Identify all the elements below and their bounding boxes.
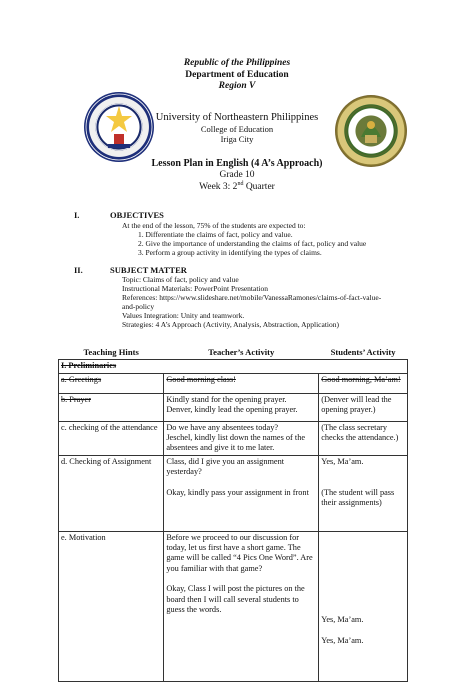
references-line: and-policy [122, 302, 155, 311]
table-header-row [59, 346, 408, 359]
objective-item: 3. Perform a group activity in identifying the types of claims. [138, 248, 322, 257]
students-cell: Good morning, Ma’am! [319, 373, 408, 393]
table-row [59, 393, 408, 421]
table-row [59, 455, 408, 531]
teacher-cell: Class, did I give you an assignment yesterday? Okay, kindly pass your assignment in front [164, 455, 319, 531]
hint-cell: d. Checking of Assignment [59, 455, 164, 531]
references-line: References: https://www.slideshare.net/mobile/VanessaRamones/claims-of-fact-value- [122, 293, 382, 302]
table-row [59, 373, 408, 393]
students-cell: (The class secretary checks the attendance.) [319, 421, 408, 455]
week-label: Week 3: 2nd Quarter [199, 181, 275, 193]
hint-cell: a. Greetings [59, 373, 164, 393]
column-header-teaching-hints: Teaching Hints [83, 347, 139, 358]
subject-line: Strategies: 4 A’s Approach (Activity, Analysis, Abstraction, Application) [122, 320, 339, 329]
college-name: College of Education [200, 124, 274, 134]
students-cell: (Denver will lead the opening prayer.) [319, 393, 408, 421]
subject-line: Instructional Materials: PowerPoint Presentation [122, 284, 269, 293]
republic-heading: Republic of the Philippines [183, 58, 291, 68]
table-row [59, 421, 408, 455]
students-cell: Yes, Ma’am. (The student will pass their assignments) [319, 455, 408, 531]
hint-cell: e. Motivation [59, 531, 164, 681]
university-name: University of Northeastern Philippines [155, 112, 319, 123]
region-heading: Region V [218, 81, 256, 91]
subject-line: Values Integration: Unity and teamwork. [122, 311, 245, 320]
table-row [59, 531, 408, 681]
students-cell: Yes, Ma’am. Yes, Ma’am. [319, 531, 408, 681]
column-header-students-activity: Students’ Activity [330, 347, 396, 358]
subject-line: Topic: Claims of fact, policy and value [122, 275, 239, 284]
objectives-intro: At the end of the lesson, 75% of the students are expected to: [122, 221, 306, 230]
preliminaries-label: I. Preliminaries [59, 359, 408, 373]
subject-matter-heading: SUBJECT MATTER [110, 265, 187, 275]
city-name: Iriga City [220, 134, 254, 144]
hint-cell: c. checking of the attendance [59, 421, 164, 455]
column-header-teachers-activity: Teacher’s Activity [208, 347, 275, 358]
subject-matter-number: II. [74, 265, 83, 275]
objectives-number: I. [74, 210, 80, 220]
teacher-cell: Before we proceed to our discussion for today, let us first have a short game. The game will be called “4 Pics One Word”. Are you familiar with that game? Okay, Class I will post the pictures on the board then I will call several students to guess the words. [164, 531, 319, 681]
hint-cell: b. Prayer [59, 393, 164, 421]
objective-item: 1. Differentiate the claims of fact, policy and value. [138, 230, 293, 239]
lesson-plan-title: Lesson Plan in English (4 A’s Approach) [151, 158, 323, 169]
department-heading: Department of Education [185, 70, 289, 80]
grade-label: Grade 10 [219, 170, 255, 180]
preliminaries-row [59, 359, 408, 373]
teacher-cell: Do we have any absentees today? Jeschel, kindly list down the names of the absentees and give it to me later. [164, 421, 319, 455]
objectives-heading: OBJECTIVES [110, 210, 164, 220]
teacher-cell: Kindly stand for the opening prayer. Denver, kindly lead the opening prayer. [164, 393, 319, 421]
teacher-cell: Good morning class! [164, 373, 319, 393]
lesson-plan-table [58, 346, 408, 682]
objective-item: 2. Give the importance of understanding the claims of fact, policy and value [138, 239, 367, 248]
